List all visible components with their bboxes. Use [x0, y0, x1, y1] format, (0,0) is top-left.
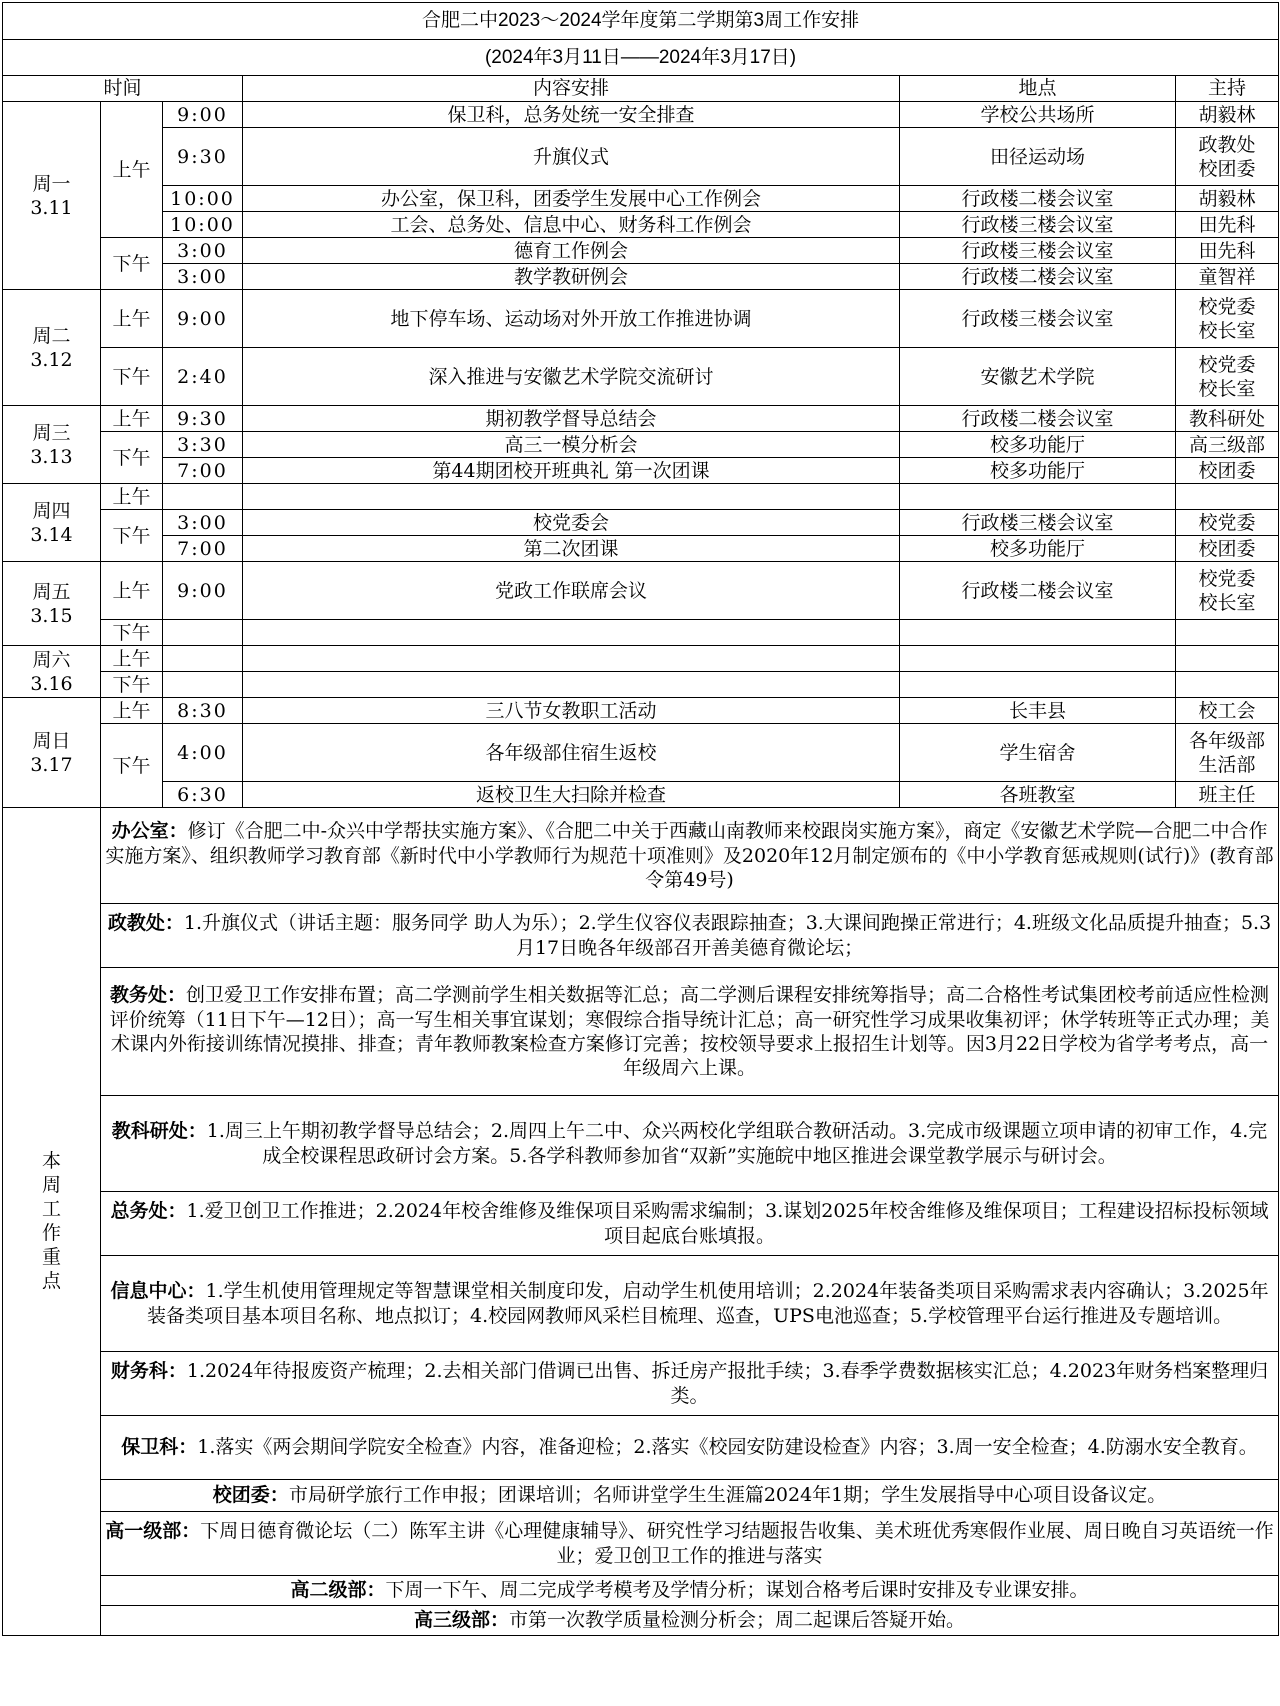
- location-cell: 行政楼三楼会议室: [900, 238, 1176, 264]
- focus-row: [3, 1352, 1279, 1416]
- location-cell: [900, 484, 1176, 510]
- focus-row: [3, 1256, 1279, 1352]
- day-name: 周二: [32, 324, 71, 347]
- focus-item: [101, 968, 1279, 1096]
- weekly-schedule-table: [2, 2, 1279, 1636]
- day-date: 3.16: [30, 672, 73, 695]
- department-name: 信息中心：: [110, 1281, 206, 1302]
- host-cell: 校工会: [1176, 698, 1279, 724]
- department-tasks: 1.落实《两会期间学院安全检查》内容，准备迎检；2.落实《校园安防建设检查》内容；3.周一安全检查；4.防溺水安全教育。: [197, 1436, 1258, 1458]
- focus-item: [101, 1576, 1279, 1606]
- content-cell: [243, 484, 900, 510]
- department-tasks: 1.爱卫创卫工作推进；2.2024年校舍维修及维保项目采购需求编制；3.谋划2025年校舍维修及维保项目；工程建设招标投标领域项目起底台账填报。: [186, 1200, 1269, 1247]
- time-cell: 3:00: [163, 238, 243, 264]
- focus-item: [101, 1416, 1279, 1480]
- host-cell: 高三级部: [1176, 432, 1279, 458]
- header-content: 内容安排: [243, 76, 900, 102]
- content-cell: 党政工作联席会议: [243, 562, 900, 620]
- content-cell: 保卫科，总务处统一安全排查: [243, 102, 900, 128]
- schedule-row: [3, 186, 1279, 212]
- schedule-row: [3, 620, 1279, 646]
- location-cell: 校多功能厅: [900, 458, 1176, 484]
- focus-row: [3, 1192, 1279, 1256]
- department-name: 财务科：: [110, 1361, 187, 1382]
- date-range: (2024年3月11日——2024年3月17日): [3, 40, 1279, 76]
- day-name: 周一: [32, 172, 71, 195]
- schedule-row: [3, 102, 1279, 128]
- schedule-row: [3, 128, 1279, 186]
- content-cell: 第二次团课: [243, 536, 900, 562]
- focus-row: [3, 1576, 1279, 1606]
- period-cell: 上午: [101, 646, 163, 672]
- schedule-row: [3, 536, 1279, 562]
- host-cell: 政教处 校团委: [1176, 128, 1279, 186]
- day-date: 3.15: [30, 604, 73, 627]
- location-cell: 行政楼三楼会议室: [900, 510, 1176, 536]
- location-cell: 长丰县: [900, 698, 1176, 724]
- schedule-row: [3, 290, 1279, 348]
- header-time: 时间: [3, 76, 243, 102]
- period-cell: 下午: [101, 348, 163, 406]
- time-cell: 4:00: [163, 724, 243, 782]
- location-cell: 各班教室: [900, 782, 1176, 808]
- department-name: 政教处：: [107, 913, 184, 934]
- focus-item: [101, 1192, 1279, 1256]
- day-date: 3.12: [30, 348, 73, 371]
- host-cell: 教科研处: [1176, 406, 1279, 432]
- location-cell: 行政楼二楼会议室: [900, 264, 1176, 290]
- content-cell: [243, 646, 900, 672]
- page-title: 合肥二中2023～2024学年度第二学期第3周工作安排: [3, 3, 1279, 40]
- time-cell: 10:00: [163, 186, 243, 212]
- schedule-row: [3, 782, 1279, 808]
- day-date: 3.17: [30, 753, 73, 776]
- time-cell: 7:00: [163, 536, 243, 562]
- schedule-row: [3, 510, 1279, 536]
- period-cell: 下午: [101, 510, 163, 562]
- focus-item: [101, 1256, 1279, 1352]
- department-tasks: 下周一下午、周二完成学考模考及学情分析；谋划合格考后课时安排及专业课安排。: [385, 1579, 1089, 1601]
- host-cell: [1176, 646, 1279, 672]
- content-cell: [243, 672, 900, 698]
- time-cell: 6:30: [163, 782, 243, 808]
- header-row: [3, 76, 1279, 102]
- department-tasks: 1.周三上午期初教学督导总结会；2.周四上午二中、众兴两校化学组联合教研活动。3.完成市级课题立项申请的初审工作，4.完成全校课程思政研讨会方案。5.各学科教师参加省“双新”实施皖中地区推进会课堂教学展示与研讨会。: [206, 1120, 1268, 1167]
- department-name: 高一级部：: [105, 1521, 201, 1542]
- day-date: 3.13: [30, 445, 73, 468]
- content-cell: [243, 620, 900, 646]
- period-cell: 下午: [101, 724, 163, 808]
- host-cell: 校党委 校长室: [1176, 348, 1279, 406]
- host-cell: 校团委: [1176, 458, 1279, 484]
- focus-item: [101, 1096, 1279, 1192]
- period-cell: 上午: [101, 562, 163, 620]
- schedule-row: [3, 484, 1279, 510]
- schedule-row: [3, 238, 1279, 264]
- host-cell: 田先科: [1176, 238, 1279, 264]
- content-cell: 高三一模分析会: [243, 432, 900, 458]
- day-cell: [3, 562, 101, 646]
- time-cell: 9:30: [163, 128, 243, 186]
- period-cell: 下午: [101, 620, 163, 646]
- host-cell: 校党委: [1176, 510, 1279, 536]
- host-cell: [1176, 672, 1279, 698]
- day-cell: [3, 102, 101, 290]
- schedule-row: [3, 672, 1279, 698]
- schedule-row: [3, 698, 1279, 724]
- host-cell: 胡毅林: [1176, 102, 1279, 128]
- content-cell: 德育工作例会: [243, 238, 900, 264]
- department-tasks: 1.升旗仪式（讲话主题：服务同学 助人为乐）；2.学生仪容仪表跟踪抽查；3.大课间跑操正常进行；4.班级文化品质提升抽查；5.3月17日晚各年级部召开善美德育微论坛；: [183, 912, 1272, 959]
- focus-row: [3, 1416, 1279, 1480]
- content-cell: 各年级部住宿生返校: [243, 724, 900, 782]
- time-cell: [163, 672, 243, 698]
- day-cell: [3, 646, 101, 698]
- time-cell: 9:00: [163, 102, 243, 128]
- content-cell: 返校卫生大扫除并检查: [243, 782, 900, 808]
- content-cell: 深入推进与安徽艺术学院交流研讨: [243, 348, 900, 406]
- department-name: 教务处：: [110, 985, 187, 1006]
- department-tasks: 修订《合肥二中-众兴中学帮扶实施方案》、《合肥二中关于西藏山南教师来校跟岗实施方案》，商定《安徽艺术学院—合肥二中合作实施方案》、组织教师学习教育部《新时代中小学教师行为规范十项准则》及2020年12月制定颁布的《中小学教育惩戒规则(试行)》(教育部令第49号): [105, 820, 1274, 891]
- focus-item: [101, 808, 1279, 904]
- host-cell: [1176, 620, 1279, 646]
- period-cell: 下午: [101, 238, 163, 290]
- focus-item: [101, 904, 1279, 968]
- focus-row: [3, 1606, 1279, 1636]
- department-name: 总务处：: [110, 1201, 187, 1222]
- department-name: 高三级部：: [414, 1610, 510, 1631]
- time-cell: 2:40: [163, 348, 243, 406]
- schedule-row: [3, 212, 1279, 238]
- department-name: 高二级部：: [290, 1580, 386, 1601]
- day-cell: [3, 290, 101, 406]
- period-cell: 上午: [101, 484, 163, 510]
- time-cell: 9:30: [163, 406, 243, 432]
- content-cell: 地下停车场、运动场对外开放工作推进协调: [243, 290, 900, 348]
- content-cell: 校党委会: [243, 510, 900, 536]
- day-name: 周五: [32, 580, 71, 603]
- focus-item: [101, 1352, 1279, 1416]
- focus-row: [3, 808, 1279, 904]
- department-tasks: 1.2024年待报废资产梳理；2.去相关部门借调已出售、拆迁房产报批手续；3.春季学费数据核实汇总；4.2023年财务档案整理归类。: [186, 1360, 1269, 1407]
- time-cell: [163, 646, 243, 672]
- host-cell: 胡毅林: [1176, 186, 1279, 212]
- location-cell: 校多功能厅: [900, 432, 1176, 458]
- content-cell: 升旗仪式: [243, 128, 900, 186]
- day-name: 周四: [32, 499, 71, 522]
- header-location: 地点: [900, 76, 1176, 102]
- time-cell: 9:00: [163, 290, 243, 348]
- focus-row: [3, 1096, 1279, 1192]
- focus-row: [3, 1480, 1279, 1512]
- time-cell: 7:00: [163, 458, 243, 484]
- period-cell: 下午: [101, 432, 163, 484]
- content-cell: 工会、总务处、信息中心、财务科工作例会: [243, 212, 900, 238]
- location-cell: 校多功能厅: [900, 536, 1176, 562]
- department-tasks: 市第一次教学质量检测分析会；周二起课后答疑开始。: [509, 1609, 966, 1631]
- schedule-row: [3, 724, 1279, 782]
- content-cell: 三八节女教职工活动: [243, 698, 900, 724]
- header-host: 主持: [1176, 76, 1279, 102]
- day-cell: [3, 484, 101, 562]
- focus-item: [101, 1512, 1279, 1576]
- day-date: 3.11: [30, 196, 73, 219]
- host-cell: 校团委: [1176, 536, 1279, 562]
- subtitle-row: [3, 40, 1279, 76]
- period-cell: 上午: [101, 102, 163, 238]
- location-cell: 安徽艺术学院: [900, 348, 1176, 406]
- day-name: 周日: [32, 729, 71, 752]
- focus-item: [101, 1606, 1279, 1636]
- location-cell: [900, 646, 1176, 672]
- day-cell: [3, 698, 101, 808]
- focus-item: [101, 1480, 1279, 1512]
- location-cell: 行政楼三楼会议室: [900, 290, 1176, 348]
- content-cell: 第44期团校开班典礼 第一次团课: [243, 458, 900, 484]
- schedule-row: [3, 348, 1279, 406]
- focus-row: [3, 904, 1279, 968]
- day-name: 周三: [32, 421, 71, 444]
- day-name: 周六: [32, 648, 71, 671]
- day-cell: [3, 406, 101, 484]
- time-cell: [163, 620, 243, 646]
- host-cell: 各年级部 生活部: [1176, 724, 1279, 782]
- period-cell: 上午: [101, 290, 163, 348]
- time-cell: 8:30: [163, 698, 243, 724]
- schedule-row: [3, 406, 1279, 432]
- weekly-focus-label: 本 周 工 作 重 点: [3, 808, 101, 1636]
- host-cell: 田先科: [1176, 212, 1279, 238]
- host-cell: [1176, 484, 1279, 510]
- focus-row: [3, 968, 1279, 1096]
- content-cell: 期初教学督导总结会: [243, 406, 900, 432]
- time-cell: 10:00: [163, 212, 243, 238]
- host-cell: 班主任: [1176, 782, 1279, 808]
- department-name: 校团委：: [212, 1485, 289, 1506]
- period-cell: 上午: [101, 698, 163, 724]
- department-tasks: 1.学生机使用管理规定等智慧课堂相关制度印发，启动学生机使用培训；2.2024年装备类项目采购需求表内容确认；3.2025年装备类项目基本项目名称、地点拟订；4.校园网教师风采栏目梳理、巡查，UPS电池巡查；5.学校管理平台运行推进及专题培训。: [147, 1280, 1269, 1327]
- day-date: 3.14: [30, 523, 73, 546]
- department-tasks: 市局研学旅行工作申报；团课培训；名师讲堂学生生涯篇2024年1期；学生发展指导中心项目设备议定。: [288, 1484, 1167, 1506]
- department-tasks: 创卫爱卫工作安排布置；高二学测前学生相关数据等汇总；高二学测后课程安排统筹指导；高二合格性考试集团校考前适应性检测评价统筹（11日下午—12日）；高一写生相关事宜谋划；寒假综合指导统计汇总；高一研究性学习成果收集初评；休学转班等正式办理；美术课内外衔接训练情况摸排、排查；青年教师教案检查方案修订完善；按校领导要求上报招生计划等。因3月22日学校为省学考考点，高一年级周六上课。: [109, 984, 1270, 1079]
- content-cell: 教学教研例会: [243, 264, 900, 290]
- focus-row: [3, 1512, 1279, 1576]
- period-cell: 上午: [101, 406, 163, 432]
- location-cell: 学生宿舍: [900, 724, 1176, 782]
- location-cell: 行政楼二楼会议室: [900, 562, 1176, 620]
- location-cell: 行政楼三楼会议室: [900, 212, 1176, 238]
- department-name: 保卫科：: [121, 1437, 198, 1458]
- location-cell: 田径运动场: [900, 128, 1176, 186]
- location-cell: [900, 620, 1176, 646]
- schedule-row: [3, 646, 1279, 672]
- title-row: [3, 3, 1279, 40]
- location-cell: 行政楼二楼会议室: [900, 186, 1176, 212]
- department-tasks: 下周日德育微论坛（二）陈军主讲《心理健康辅导》、研究性学习结题报告收集、美术班优秀寒假作业展、周日晚自习英语统一作业；爱卫创卫工作的推进与落实: [200, 1520, 1274, 1567]
- department-name: 教科研处：: [111, 1121, 207, 1142]
- schedule-row: [3, 458, 1279, 484]
- schedule-row: [3, 264, 1279, 290]
- location-cell: 学校公共场所: [900, 102, 1176, 128]
- time-cell: 9:00: [163, 562, 243, 620]
- period-cell: 下午: [101, 672, 163, 698]
- time-cell: 3:00: [163, 264, 243, 290]
- schedule-row: [3, 562, 1279, 620]
- time-cell: 3:00: [163, 510, 243, 536]
- host-cell: 校党委 校长室: [1176, 562, 1279, 620]
- schedule-row: [3, 432, 1279, 458]
- time-cell: [163, 484, 243, 510]
- location-cell: 行政楼二楼会议室: [900, 406, 1176, 432]
- time-cell: 3:30: [163, 432, 243, 458]
- host-cell: 童智祥: [1176, 264, 1279, 290]
- department-name: 办公室：: [111, 821, 188, 842]
- content-cell: 办公室，保卫科，团委学生发展中心工作例会: [243, 186, 900, 212]
- location-cell: [900, 672, 1176, 698]
- host-cell: 校党委 校长室: [1176, 290, 1279, 348]
